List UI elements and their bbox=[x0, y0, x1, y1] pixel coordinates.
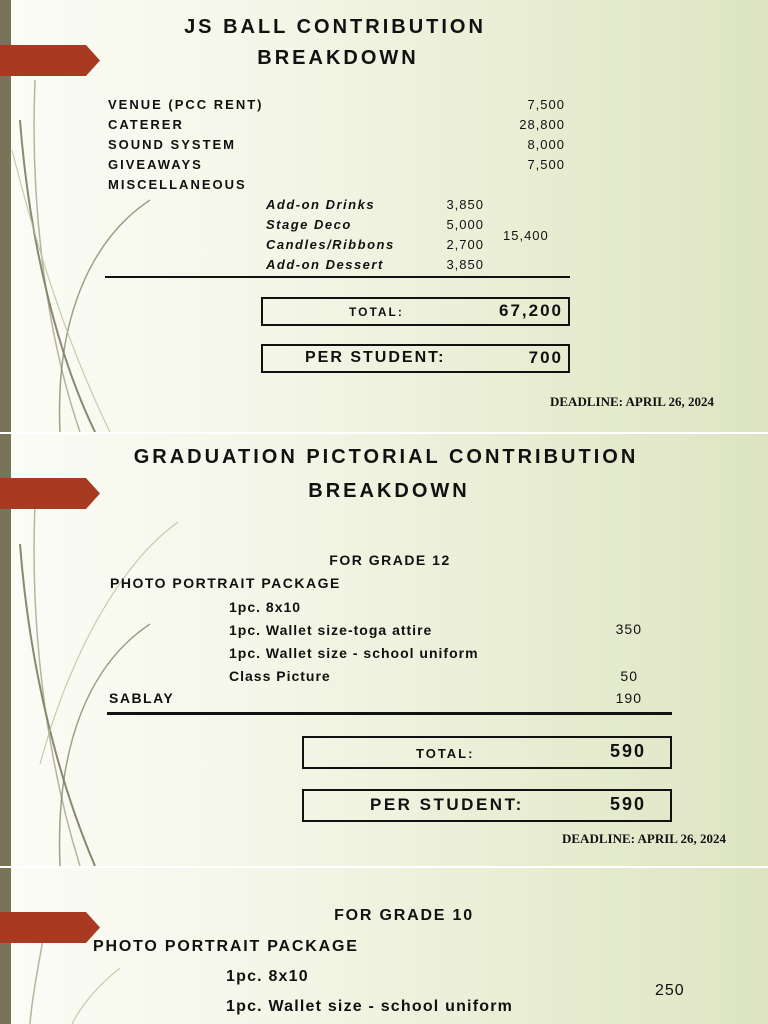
misc-item-amount: 3,850 bbox=[446, 257, 484, 272]
misc-item-label: Add-on Drinks bbox=[266, 197, 376, 212]
package-item: 1pc. Wallet size-toga attire bbox=[229, 622, 433, 638]
grade-heading: FOR GRADE 10 bbox=[334, 907, 474, 924]
misc-item-label: Add-on Dessert bbox=[266, 257, 384, 272]
divider-line bbox=[105, 276, 570, 278]
misc-item-amount: 3,850 bbox=[446, 197, 484, 212]
deadline-text: DEADLINE: APRIL 26, 2024 bbox=[550, 394, 714, 409]
misc-subtotal: 15,400 bbox=[503, 228, 549, 243]
divider-line bbox=[107, 712, 672, 715]
js-ball-slide bbox=[0, 0, 768, 432]
package-item: Class Picture bbox=[229, 668, 331, 684]
package-item: 1pc. 8x10 bbox=[229, 599, 302, 615]
item-amount: 8,000 bbox=[527, 137, 565, 152]
package-item: 1pc. 8x10 bbox=[226, 968, 309, 985]
per-student-value: 700 bbox=[528, 348, 563, 367]
deadline-text: DEADLINE: APRIL 26, 2024 bbox=[562, 831, 726, 846]
package-label: PHOTO PORTRAIT PACKAGE bbox=[110, 575, 341, 591]
package-amount: 250 bbox=[655, 982, 685, 999]
grade-heading: FOR GRADE 12 bbox=[329, 552, 451, 568]
item-amount: 28,800 bbox=[519, 117, 565, 132]
item-amount: 7,500 bbox=[527, 157, 565, 172]
slide-title-line1: JS BALL CONTRIBUTION bbox=[184, 16, 486, 38]
total-value: 590 bbox=[610, 741, 647, 761]
item-label: GIVEAWAYS bbox=[108, 157, 203, 172]
per-student-box bbox=[261, 344, 570, 373]
red-arrow-marker bbox=[0, 912, 100, 943]
total-label: TOTAL: bbox=[416, 746, 475, 761]
package-label: PHOTO PORTRAIT PACKAGE bbox=[93, 938, 359, 955]
slide-title-line2: BREAKDOWN bbox=[257, 47, 419, 69]
per-student-label: PER STUDENT: bbox=[305, 349, 446, 366]
misc-item-amount: 5,000 bbox=[446, 217, 484, 232]
per-student-box bbox=[302, 789, 672, 822]
total-box bbox=[261, 297, 570, 326]
total-label: TOTAL: bbox=[349, 305, 404, 319]
per-student-label: PER STUDENT: bbox=[370, 795, 524, 814]
package-item-amount: 50 bbox=[620, 668, 638, 684]
pictorial-slide bbox=[0, 434, 768, 866]
sablay-label: SABLAY bbox=[109, 690, 175, 706]
misc-item-amount: 2,700 bbox=[446, 237, 484, 252]
misc-item-label: Candles/Ribbons bbox=[266, 237, 395, 252]
package-item-amount: 350 bbox=[615, 621, 642, 637]
sablay-amount: 190 bbox=[615, 690, 642, 706]
misc-item-label: Stage Deco bbox=[266, 217, 352, 232]
left-accent-bar bbox=[0, 868, 11, 1024]
slide-title-line2: BREAKDOWN bbox=[308, 480, 470, 502]
item-amount: 7,500 bbox=[527, 97, 565, 112]
grade10-slide bbox=[0, 868, 768, 1024]
item-label: SOUND SYSTEM bbox=[108, 137, 237, 152]
total-value: 67,200 bbox=[499, 301, 563, 320]
package-item: 1pc. Wallet size - school uniform bbox=[229, 645, 479, 661]
item-label: MISCELLANEOUS bbox=[108, 177, 247, 192]
package-item: 1pc. Wallet size - school uniform bbox=[226, 998, 514, 1015]
item-label: CATERER bbox=[108, 117, 184, 132]
total-box bbox=[302, 736, 672, 769]
item-label: VENUE (PCC RENT) bbox=[108, 97, 264, 112]
slide-title-line1: GRADUATION PICTORIAL CONTRIBUTION bbox=[133, 446, 639, 468]
per-student-value: 590 bbox=[610, 794, 647, 814]
